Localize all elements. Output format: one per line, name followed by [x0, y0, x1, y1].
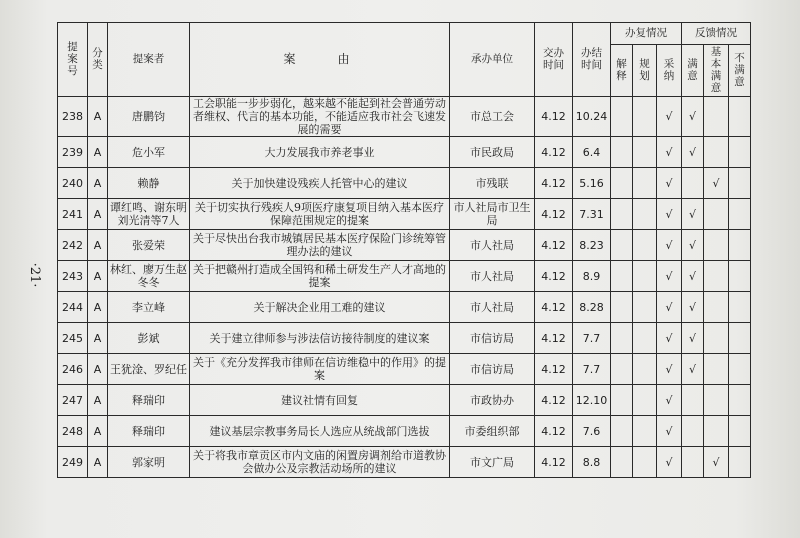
reply-explain-cell	[611, 292, 633, 323]
assign-time-cell: 4.12	[535, 323, 573, 354]
reply-explain-cell	[611, 385, 633, 416]
proposal-no-cell: 248	[58, 416, 88, 447]
reply-adopt-cell: √	[657, 137, 682, 168]
reason-cell: 关于将我市章贡区市内文庙的闲置房调剂给市道教协会做办公及宗教活动场所的建议	[190, 447, 450, 478]
fb-unsatisfied-cell	[729, 385, 751, 416]
fb-unsatisfied-cell	[729, 416, 751, 447]
header-unit: 承办单位	[450, 23, 535, 97]
header-finish-time: 办结时间	[573, 23, 611, 97]
reason-cell: 关于尽快出台我市城镇居民基本医疗保险门诊统筹管理办法的建议	[190, 230, 450, 261]
fb-unsatisfied-cell	[729, 168, 751, 199]
proposer-cell: 彭斌	[108, 323, 190, 354]
reason-cell: 关于解决企业用工难的建议	[190, 292, 450, 323]
reply-plan-cell	[633, 416, 657, 447]
proposal-no-cell: 247	[58, 385, 88, 416]
category-cell: A	[88, 416, 108, 447]
header-fb-unsatisfied: 不满意	[729, 45, 751, 97]
fb-unsatisfied-cell	[729, 199, 751, 230]
fb-unsatisfied-cell	[729, 354, 751, 385]
header-category: 分类	[88, 23, 108, 97]
reply-adopt-cell: √	[657, 416, 682, 447]
reply-adopt-cell: √	[657, 199, 682, 230]
fb-basic-cell	[704, 230, 729, 261]
assign-time-cell: 4.12	[535, 292, 573, 323]
reply-adopt-cell: √	[657, 97, 682, 137]
finish-time-cell: 12.10	[573, 385, 611, 416]
assign-time-cell: 4.12	[535, 354, 573, 385]
proposer-cell: 释瑞印	[108, 385, 190, 416]
fb-basic-cell	[704, 354, 729, 385]
reply-explain-cell	[611, 97, 633, 137]
table-row	[58, 168, 751, 199]
category-cell: A	[88, 447, 108, 478]
unit-cell: 市总工会	[450, 97, 535, 137]
reply-plan-cell	[633, 354, 657, 385]
proposal-table	[57, 22, 751, 478]
table-row	[58, 447, 751, 478]
table-row	[58, 354, 751, 385]
table-row	[58, 261, 751, 292]
unit-cell: 市残联	[450, 168, 535, 199]
proposal-no-cell: 246	[58, 354, 88, 385]
finish-time-cell: 8.9	[573, 261, 611, 292]
reply-plan-cell	[633, 137, 657, 168]
proposal-no-cell: 243	[58, 261, 88, 292]
fb-satisfied-cell: √	[682, 97, 704, 137]
category-cell: A	[88, 199, 108, 230]
category-cell: A	[88, 97, 108, 137]
table-row	[58, 97, 751, 137]
proposal-no-cell: 238	[58, 97, 88, 137]
fb-satisfied-cell: √	[682, 354, 704, 385]
header-feedback-group: 反馈情况	[682, 23, 751, 45]
unit-cell: 市人社局	[450, 230, 535, 261]
assign-time-cell: 4.12	[535, 97, 573, 137]
fb-satisfied-cell: √	[682, 137, 704, 168]
finish-time-cell: 8.23	[573, 230, 611, 261]
category-cell: A	[88, 292, 108, 323]
finish-time-cell: 7.31	[573, 199, 611, 230]
fb-basic-cell	[704, 261, 729, 292]
fb-basic-cell	[704, 97, 729, 137]
assign-time-cell: 4.12	[535, 261, 573, 292]
fb-basic-cell	[704, 137, 729, 168]
header-proposer: 提案者	[108, 23, 190, 97]
reply-plan-cell	[633, 292, 657, 323]
assign-time-cell: 4.12	[535, 137, 573, 168]
proposal-no-cell: 240	[58, 168, 88, 199]
category-cell: A	[88, 137, 108, 168]
proposer-cell: 谭红鸣、谢东明刘光清等7人	[108, 199, 190, 230]
header-reply-explain: 解释	[611, 45, 633, 97]
proposer-cell: 唐鹏钧	[108, 97, 190, 137]
category-cell: A	[88, 168, 108, 199]
finish-time-cell: 7.7	[573, 323, 611, 354]
header-reason: 案 由	[190, 23, 450, 97]
proposer-cell: 释瑞印	[108, 416, 190, 447]
fb-satisfied-cell: √	[682, 230, 704, 261]
finish-time-cell: 8.8	[573, 447, 611, 478]
reply-explain-cell	[611, 354, 633, 385]
header-reply-plan: 规划	[633, 45, 657, 97]
reply-plan-cell	[633, 168, 657, 199]
header-fb-basic: 基本满意	[704, 45, 729, 97]
table-row	[58, 323, 751, 354]
fb-satisfied-cell: √	[682, 323, 704, 354]
table-row	[58, 199, 751, 230]
table-row	[58, 385, 751, 416]
fb-unsatisfied-cell	[729, 97, 751, 137]
assign-time-cell: 4.12	[535, 416, 573, 447]
proposer-cell: 王犹淦、罗纪任	[108, 354, 190, 385]
reply-plan-cell	[633, 447, 657, 478]
proposer-cell: 李立峰	[108, 292, 190, 323]
header-assign-time: 交办时间	[535, 23, 573, 97]
reply-adopt-cell: √	[657, 292, 682, 323]
reason-cell: 关于加快建设残疾人托管中心的建议	[190, 168, 450, 199]
reply-explain-cell	[611, 168, 633, 199]
reason-cell: 建议基层宗教事务局长人选应从统战部门选拔	[190, 416, 450, 447]
reply-adopt-cell: √	[657, 261, 682, 292]
proposal-no-cell: 244	[58, 292, 88, 323]
unit-cell: 市文广局	[450, 447, 535, 478]
finish-time-cell: 8.28	[573, 292, 611, 323]
proposal-no-cell: 241	[58, 199, 88, 230]
unit-cell: 市政协办	[450, 385, 535, 416]
category-cell: A	[88, 261, 108, 292]
unit-cell: 市信访局	[450, 354, 535, 385]
reply-plan-cell	[633, 385, 657, 416]
fb-satisfied-cell	[682, 385, 704, 416]
finish-time-cell: 5.16	[573, 168, 611, 199]
assign-time-cell: 4.12	[535, 385, 573, 416]
reply-adopt-cell: √	[657, 385, 682, 416]
unit-cell: 市人社局	[450, 292, 535, 323]
fb-unsatisfied-cell	[729, 230, 751, 261]
reply-plan-cell	[633, 230, 657, 261]
fb-satisfied-cell	[682, 168, 704, 199]
proposer-cell: 林红、廖万生赵冬冬	[108, 261, 190, 292]
reply-plan-cell	[633, 97, 657, 137]
header-reply-group: 办复情况	[611, 23, 682, 45]
reply-explain-cell	[611, 230, 633, 261]
finish-time-cell: 7.6	[573, 416, 611, 447]
proposal-no-cell: 249	[58, 447, 88, 478]
proposer-cell: 郭家明	[108, 447, 190, 478]
reason-cell: 关于建立律师参与涉法信访接待制度的建议案	[190, 323, 450, 354]
proposal-no-cell: 239	[58, 137, 88, 168]
finish-time-cell: 6.4	[573, 137, 611, 168]
fb-basic-cell	[704, 323, 729, 354]
reply-adopt-cell: √	[657, 168, 682, 199]
fb-basic-cell	[704, 199, 729, 230]
category-cell: A	[88, 354, 108, 385]
assign-time-cell: 4.12	[535, 168, 573, 199]
header-proposal-no: 提案号	[58, 23, 88, 97]
table-row	[58, 292, 751, 323]
category-cell: A	[88, 230, 108, 261]
reply-explain-cell	[611, 416, 633, 447]
reply-adopt-cell: √	[657, 230, 682, 261]
reason-cell: 关于《充分发挥我市律师在信访维稳中的作用》的提案	[190, 354, 450, 385]
header-fb-satisfied: 满意	[682, 45, 704, 97]
fb-satisfied-cell: √	[682, 199, 704, 230]
proposer-cell: 危小军	[108, 137, 190, 168]
proposer-cell: 赖静	[108, 168, 190, 199]
unit-cell: 市民政局	[450, 137, 535, 168]
fb-unsatisfied-cell	[729, 447, 751, 478]
reason-cell: 关于把赣州打造成全国钨和稀土研发生产人才高地的提案	[190, 261, 450, 292]
reason-cell: 大力发展我市养老事业	[190, 137, 450, 168]
finish-time-cell: 10.24	[573, 97, 611, 137]
fb-satisfied-cell	[682, 416, 704, 447]
reply-plan-cell	[633, 261, 657, 292]
fb-basic-cell: √	[704, 168, 729, 199]
reply-adopt-cell: √	[657, 447, 682, 478]
reply-explain-cell	[611, 199, 633, 230]
reply-explain-cell	[611, 261, 633, 292]
reason-cell: 关于切实执行残疾人9项医疗康复项目纳入基本医疗保障范围规定的提案	[190, 199, 450, 230]
reply-plan-cell	[633, 323, 657, 354]
fb-satisfied-cell	[682, 447, 704, 478]
table-row	[58, 137, 751, 168]
fb-unsatisfied-cell	[729, 323, 751, 354]
fb-unsatisfied-cell	[729, 261, 751, 292]
fb-satisfied-cell: √	[682, 292, 704, 323]
table-row	[58, 416, 751, 447]
assign-time-cell: 4.12	[535, 199, 573, 230]
reply-plan-cell	[633, 199, 657, 230]
assign-time-cell: 4.12	[535, 230, 573, 261]
unit-cell: 市信访局	[450, 323, 535, 354]
page-number: ·21·	[27, 262, 42, 288]
unit-cell: 市人社局市卫生局	[450, 199, 535, 230]
reply-explain-cell	[611, 323, 633, 354]
reply-adopt-cell: √	[657, 323, 682, 354]
fb-satisfied-cell: √	[682, 261, 704, 292]
table-row	[58, 230, 751, 261]
reason-cell: 建议社情有回复	[190, 385, 450, 416]
proposal-no-cell: 245	[58, 323, 88, 354]
reply-adopt-cell: √	[657, 354, 682, 385]
fb-basic-cell: √	[704, 447, 729, 478]
fb-unsatisfied-cell	[729, 292, 751, 323]
fb-unsatisfied-cell	[729, 137, 751, 168]
category-cell: A	[88, 323, 108, 354]
category-cell: A	[88, 385, 108, 416]
unit-cell: 市人社局	[450, 261, 535, 292]
fb-basic-cell	[704, 292, 729, 323]
unit-cell: 市委组织部	[450, 416, 535, 447]
assign-time-cell: 4.12	[535, 447, 573, 478]
fb-basic-cell	[704, 416, 729, 447]
reply-explain-cell	[611, 447, 633, 478]
proposer-cell: 张爱荣	[108, 230, 190, 261]
reply-explain-cell	[611, 137, 633, 168]
fb-basic-cell	[704, 385, 729, 416]
proposal-no-cell: 242	[58, 230, 88, 261]
reason-cell: 工会职能一步步弱化，越来越不能起到社会普通劳动者维权、代言的基本功能，不能适应我市社会飞速发展的需要	[190, 97, 450, 137]
header-reply-adopt: 采纳	[657, 45, 682, 97]
finish-time-cell: 7.7	[573, 354, 611, 385]
